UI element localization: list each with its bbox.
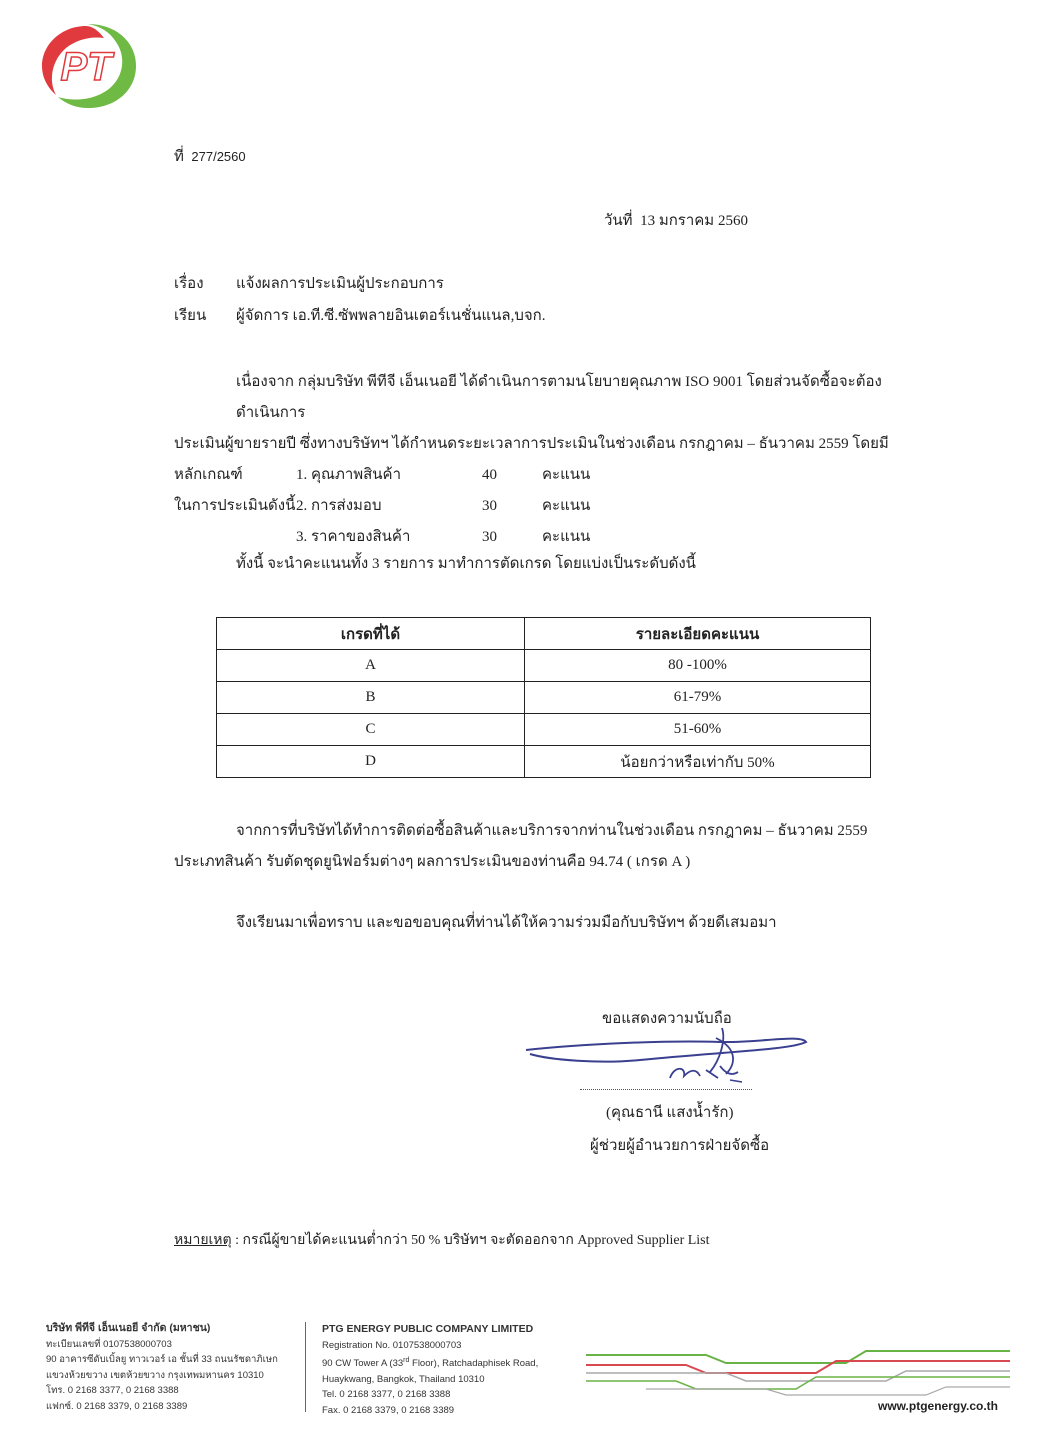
subject-line [174,277,444,292]
ref-number: 277/2560 [191,149,246,164]
score-range-cell: 80 -100% [525,650,871,682]
addr-sup: rd [403,1357,410,1364]
grade-cell: B [217,682,525,714]
ptg-logo [36,20,140,112]
criteria-score: 30 [482,529,497,545]
paragraph-closing: จึงเรียนมาเพื่อทราบ และขอขอบคุณที่ท่านได้ให้ความร่วมมือกับบริษัทฯ ด้วยดีเสมอมา [236,915,777,931]
recipient-line [174,309,545,324]
footer-addr-english: Huaykwang, Bangkok, Thailand 10310 [322,1373,485,1385]
date-value: 13 มกราคม 2560 [640,213,748,229]
footer-tel-english: Tel. 0 2168 3377, 0 2168 3388 [322,1389,451,1401]
footer-fax-english: Fax. 0 2168 3379, 0 2168 3389 [322,1404,455,1416]
signer-name: (คุณธานี แสงน้ำรัก) [606,1105,734,1121]
score-range-cell: 61-79% [525,682,871,714]
table-row [217,650,871,682]
signature-dotted-line [580,1089,752,1090]
recipient-text: ผู้จัดการ เอ.ที.ซี.ซัพพลายอินเตอร์เนชั่นแนล,บจก. [236,308,546,324]
footer-reg-english: Registration No. 0107538000703 [322,1339,462,1351]
addr-part: 90 CW Tower A (33 [322,1358,404,1370]
para2-line: ประเภทสินค้า รับตัดชุดยูนิฟอร์มต่างๆ ผลการประเมินของท่านคือ 94.74 ( เกรด A ) [174,854,691,870]
score-range-cell: 51-60% [525,714,871,746]
criteria-score: 40 [482,467,497,483]
para1-line: เนื่องจาก กลุ่มบริษัท พีทีจี เอ็นเนอยี ได้ดำเนินการตามนโยบายคุณภาพ ISO 9001 โดยส่วนจัดซื้อจะต้องดำเนินการ [236,374,882,421]
criteria-score: 30 [482,498,497,514]
reference-number [174,150,246,165]
grade-table [216,617,871,778]
date-label: วันที่ [604,213,633,229]
logo-text: PT [60,45,112,89]
closing-phrase: ขอแสดงความนับถือ [602,1011,732,1027]
footer-thai-address [46,1321,278,1414]
footer-decorative-lines [586,1343,1010,1403]
criteria-unit: คะแนน [542,467,591,483]
footer-company-english: PTG ENERGY PUBLIC COMPANY LIMITED [322,1323,534,1335]
signer-position: ผู้ช่วยผู้อำนวยการฝ่ายจัดซื้อ [590,1138,770,1154]
remark-label: หมายเหตุ [174,1233,232,1248]
addr-part: Floor), Ratchadaphisek Road, [409,1358,539,1370]
criteria-unit: คะแนน [542,529,591,545]
header-score-detail: รายละเอียดคะแนน [525,618,871,650]
footer-divider [305,1322,306,1412]
criteria-item [0,460,1051,491]
subject-text: แจ้งผลการประเมินผู้ประกอบการ [236,276,444,292]
footer-fax-thai: แฟกซ์. 0 2168 3379, 0 2168 3389 [46,1400,188,1412]
criteria-unit: คะแนน [542,498,591,514]
score-range-cell: น้อยกว่าหรือเท่ากับ 50% [525,746,871,778]
criteria-item [0,491,1051,522]
footer-addr-english [322,1353,538,1372]
header-grade: เกรดที่ได้ [217,618,525,650]
recipient-label: เรียน [174,308,207,324]
footer-reg-thai: ทะเบียนเลขที่ 0107538000703 [46,1338,172,1350]
subject-label: เรื่อง [174,276,204,292]
ref-label: ที่ [174,149,184,165]
letter-date [604,214,748,229]
grades-intro: ทั้งนี้ จะนำคะแนนทั้ง 3 รายการ มาทำการตัดเกรด โดยแบ่งเป็นระดับดังนี้ [236,556,696,572]
footer-addr-thai: แขวงห้วยขวาง เขตห้วยขวาง กรุงเทพมหานคร 10310 [46,1369,264,1381]
table-row [217,714,871,746]
paragraph-result [174,816,914,878]
para1-line: ในการประเมินดังนี้ [174,498,296,514]
grade-cell: D [217,746,525,778]
footer-company-thai: บริษัท พีทีจี เอ็นเนอยี จำกัด (มหาชน) [46,1322,211,1334]
table-header-row [217,618,871,650]
criteria-name: 2. การส่งมอบ [296,498,382,514]
table-row [217,746,871,778]
criteria-name: 3. ราคาของสินค้า [296,529,411,545]
criteria-name: 1. คุณภาพสินค้า [296,467,402,483]
table-row [217,682,871,714]
grade-cell: A [217,650,525,682]
grade-cell: C [217,714,525,746]
remark-note [174,1234,710,1248]
para1-line: ประเมินผู้ขายรายปี ซึ่งทางบริษัทฯ ได้กำหนดระยะเวลาการประเมินในช่วงเดือน กรกฎาคม – ธันวาคม 2559 โดยมีหลักเกณฑ์ [174,436,889,483]
remark-text: : กรณีผู้ขายได้คะแนนต่ำกว่า 50 % บริษัทฯ จะตัดออกจาก Approved Supplier List [231,1233,710,1248]
para2-line: จากการที่บริษัทได้ทำการติดต่อซื้อสินค้าและบริการจากท่านในช่วงเดือน กรกฎาคม – ธันวาคม 2559 [236,823,868,839]
signature-image [520,1020,812,1092]
company-website: www.ptgenergy.co.th [878,1399,999,1413]
criteria-item [0,522,1051,553]
footer-addr-thai: 90 อาคารซีดับเบิ้ลยู ทาวเวอร์ เอ ชั้นที่ 33 ถนนรัชดาภิเษก [46,1354,278,1365]
footer-tel-thai: โทร. 0 2168 3377, 0 2168 3388 [46,1385,179,1396]
footer-english-address [322,1322,538,1418]
